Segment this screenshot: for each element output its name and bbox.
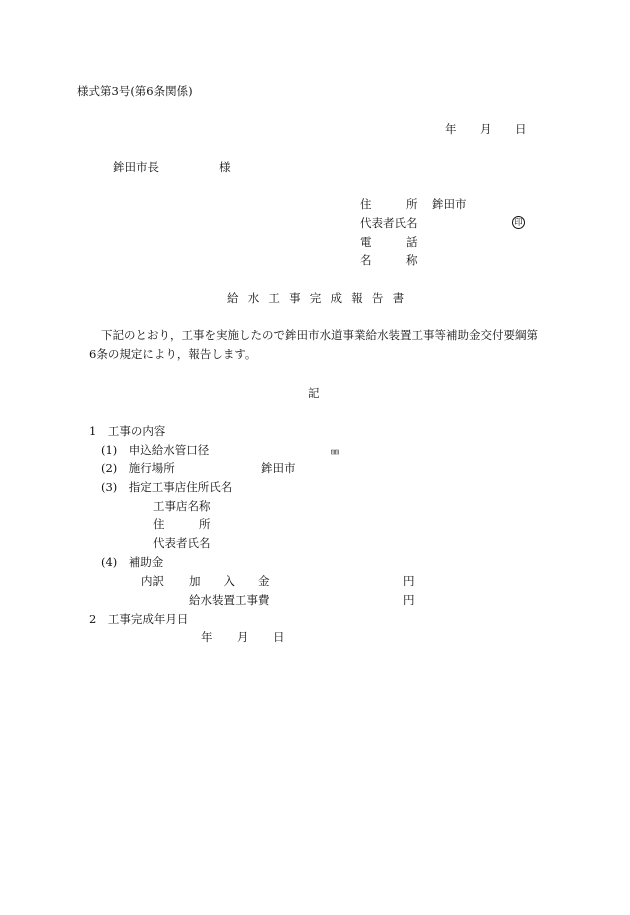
- date-month-label: 月: [480, 122, 492, 136]
- document-title: 給水工事完成報告書: [227, 291, 414, 305]
- item2-label: (2) 施行場所: [101, 461, 175, 475]
- section1-heading: 1 工事の内容: [89, 424, 166, 438]
- item4-cost-label: 給水装置工事費: [189, 593, 270, 607]
- date-year-label: 年: [445, 122, 457, 136]
- item4-label: (4) 補助金: [101, 555, 164, 569]
- body-line-2: 6条の規定により，報告します。: [89, 347, 257, 361]
- item3-label: (3) 指定工事店住所氏名: [101, 480, 233, 494]
- item1-unit: ㎜: [331, 447, 339, 456]
- addressee-name: 鉾田市長: [113, 160, 159, 174]
- item3-representative-label: 代表者氏名: [153, 536, 211, 550]
- body-line-1: 下記のとおり，工事を実施したので鉾田市水道事業給水装置工事等補助金交付要綱第: [101, 328, 538, 342]
- applicant-phone-label: 電 話: [360, 235, 418, 249]
- seal-mark: 印: [512, 216, 525, 229]
- item4-cost-unit: 円: [403, 593, 415, 607]
- applicant-name-label: 名 称: [360, 253, 418, 267]
- completion-month-label: 月: [237, 630, 249, 644]
- item1-label: (1) 申込給水管口径: [101, 443, 210, 457]
- applicant-representative-label: 代表者氏名: [360, 216, 418, 230]
- item2-value: 鉾田市: [261, 461, 296, 475]
- completion-year-label: 年: [201, 630, 213, 644]
- date-day-label: 日: [515, 122, 527, 136]
- applicant-address-value: 鉾田市: [432, 197, 467, 211]
- item4-kanyukin-label: 加 入 金: [189, 574, 270, 588]
- section2-heading: 2 工事完成年月日: [89, 612, 189, 626]
- item3-store-label: 工事店名称: [153, 499, 211, 513]
- item4-kanyukin-unit: 円: [403, 574, 415, 588]
- applicant-address-label: 住 所: [360, 197, 418, 211]
- addressee-honorific: 様: [219, 160, 231, 174]
- ki-heading: 記: [308, 386, 320, 400]
- form-number: 様式第3号(第6条関係): [77, 84, 193, 98]
- completion-day-label: 日: [273, 630, 285, 644]
- item3-address-label: 住 所: [153, 517, 211, 531]
- item4-breakdown-label: 内訳: [141, 574, 164, 588]
